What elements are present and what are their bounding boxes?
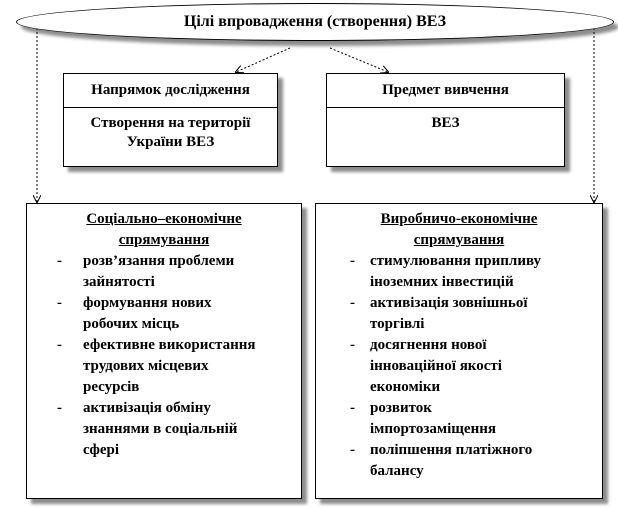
- social-item-line: сфері: [83, 442, 120, 458]
- production-item-line: іноземних інвестицій: [370, 274, 514, 290]
- production-box: [315, 203, 603, 499]
- production-item-line: поліпшення платіжного: [370, 442, 533, 458]
- social-item-line: знаннями в соціальній: [83, 421, 238, 437]
- social-list-item: [27, 251, 301, 293]
- production-list: [316, 251, 602, 482]
- production-list-item: [316, 398, 602, 440]
- production-item-line: активізація зовнішньої: [370, 295, 528, 311]
- production-item-line: досягнення нової: [370, 337, 487, 353]
- bullet-dash: -: [350, 337, 355, 353]
- subject-body: ВЕЗ: [431, 115, 460, 131]
- production-item-line: торгівлі: [370, 316, 425, 332]
- social-item-line: робочих місць: [83, 316, 180, 332]
- social-title-line: спрямування: [118, 232, 210, 248]
- social-box: [26, 203, 302, 499]
- production-list-item: [316, 440, 602, 482]
- social-item-line: трудових місцевих: [83, 358, 209, 374]
- production-item-line: розвиток: [370, 400, 432, 416]
- production-item-line: інноваційної якості: [370, 358, 502, 374]
- social-title-line: Соціально–економічне: [86, 211, 242, 227]
- goal-ellipse: [16, 3, 614, 41]
- bullet-dash: -: [350, 400, 355, 416]
- production-item-line: імпортозаміщення: [370, 421, 496, 437]
- subject-box: [326, 73, 565, 167]
- social-item-line: активізація обміну: [83, 400, 211, 416]
- direction-box: [63, 73, 278, 167]
- subject-header: Предмет вивчення: [327, 74, 564, 108]
- social-item-line: ресурсів: [83, 379, 140, 395]
- production-list-item: [316, 335, 602, 398]
- production-item-line: стимулювання припливу: [370, 253, 542, 269]
- bullet-dash: -: [57, 337, 62, 353]
- bullet-dash: -: [57, 253, 62, 269]
- arrow-to-direction: [236, 48, 290, 72]
- production-title-line: спрямування: [413, 232, 505, 248]
- direction-header: Напрямок дослідження: [64, 74, 277, 108]
- social-list-item: [27, 398, 301, 461]
- production-item-line: економіки: [370, 379, 441, 395]
- social-item-line: зайнятості: [83, 274, 155, 290]
- social-item-line: розв’язання проблеми: [83, 253, 235, 269]
- bullet-dash: -: [350, 295, 355, 311]
- goal-title: Цілі впровадження (створення) ВЕЗ: [183, 13, 447, 30]
- production-title-line: Виробничо-економічне: [380, 211, 538, 227]
- social-list-item: [27, 335, 301, 398]
- social-list: [27, 251, 301, 461]
- social-item-line: ефективне використання: [83, 337, 256, 353]
- bullet-dash: -: [350, 442, 355, 458]
- production-title: [316, 209, 602, 251]
- production-list-item: [316, 251, 602, 293]
- social-item-line: формування нових: [83, 295, 212, 311]
- social-title: [27, 209, 301, 251]
- bullet-dash: -: [57, 400, 62, 416]
- arrow-to-subject: [330, 48, 388, 72]
- bullet-dash: -: [57, 295, 62, 311]
- bullet-dash: -: [350, 253, 355, 269]
- production-list-item: [316, 293, 602, 335]
- direction-body-line: Створення на території: [90, 115, 251, 131]
- direction-body-line: України ВЕЗ: [126, 134, 215, 150]
- social-list-item: [27, 293, 301, 335]
- direction-body: [64, 108, 277, 152]
- production-item-line: балансу: [370, 463, 424, 479]
